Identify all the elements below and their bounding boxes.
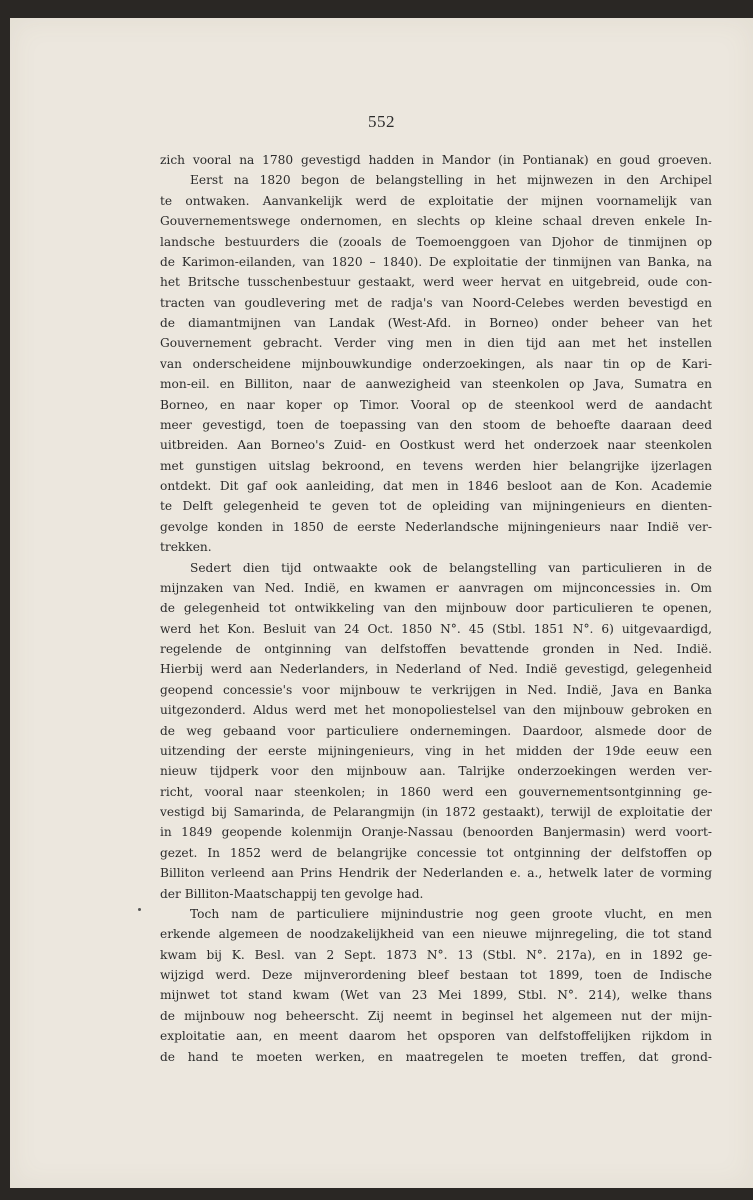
text-line: het Britsche tusschenbestuur gestaakt, werd weer hervat en uitgebreid, oude con- [160,275,712,290]
text-line: kwam bij K. Besl. van 2 Sept. 1873 N°. 13 (Stbl. N°. 217a), en in 1892 ge- [160,947,712,962]
text-line: in 1849 geopende kolenmijn Oranje-Nassau (benoorden Banjermasin) werd voort- [160,825,712,840]
text-line: de mijnbouw nog beheerscht. Zij neemt in beginsel het algemeen nut der mijn- [160,1008,712,1023]
text-line: Toch nam de particuliere mijnindustrie nog geen groote vlucht, en men [190,906,712,921]
text-line: ontdekt. Dit gaf ook aanleiding, dat men in 1846 besloot aan de Kon. Academie [160,479,712,493]
text-line: werd het Kon. Besluit van 24 Oct. 1850 N°. 45 (Stbl. 1851 N°. 6) uitgevaardigd, [160,621,712,636]
page-number: 552 [368,112,395,131]
text-line: regelende de ontginning van delfstoffen bevattende gronden in Ned. Indië. [160,642,712,656]
text-line: richt, vooral naar steenkolen; in 1860 werd een gouvernementsontginning ge- [160,784,712,799]
text-line: mijnzaken van Ned. Indië, en kwamen er aanvragen om mijnconcessies in. Om [160,580,712,595]
text-line: meer gevestigd, toen de toepassing van den stoom de behoefte daaraan deed [160,417,712,432]
text-line: Eerst na 1820 begon de belangstelling in het mijnwezen in den Archipel [190,173,712,188]
text-line: de gelegenheid tot ontwikkeling van den mijnbouw door particulieren te openen, [160,601,712,616]
text-line: exploitatie aan, en meent daarom het opsporen van delfstoffelijken rijkdom in [160,1029,712,1044]
text-line: erkende algemeen de noodzakelijkheid van een nieuwe mijnregeling, die tot stand [160,927,712,942]
text-line: mon-eil. en Billiton, naar de aanwezigheid van steenkolen op Java, Sumatra en [160,377,712,392]
text-line: met gunstigen uitslag bekroond, en tevens werden hier belangrijke ijzerlagen [160,458,712,473]
paper-speck [138,908,141,911]
text-line: geopend concessie's voor mijnbouw te verkrijgen in Ned. Indië, Java en Banka [160,682,712,697]
text-line: landsche bestuurders die (zooals de Toemoenggoen van Djohor de tinmijnen op [160,234,712,249]
text-line: trekken. [160,540,212,555]
text-line: van onderscheidene mijnbouwkundige onderzoekingen, als naar tin op de Kari- [160,356,712,371]
text-line: Borneo, en naar koper op Timor. Vooral op de steenkool werd de aandacht [160,397,712,412]
text-line: Hierbij werd aan Nederlanders, in Nederland of Ned. Indië gevestigd, gelegenheid [160,662,712,677]
text-line: Gouvernementswege ondernomen, en slechts op kleine schaal dreven enkele In- [160,214,712,229]
text-line: vestigd bij Samarinda, de Pelarangmijn (in 1872 gestaakt), terwijl de exploitatie der [160,805,712,819]
text-line: der Billiton-Maatschappij ten gevolge had. [160,886,424,901]
text-line: Gouvernement gebracht. Verder ving men in dien tijd aan met het instellen [160,336,712,351]
text-line: gezet. In 1852 werd de belangrijke concessie tot ontginning der delfstoffen op [160,845,712,860]
text-line: uitzending der eerste mijningenieurs, ving in het midden der 19de eeuw een [160,743,712,758]
text-line: gevolge konden in 1850 de eerste Nederlandsche mijningenieurs naar Indië ver- [160,519,712,534]
text-line: te Delft gelegenheid te geven tot de opleiding van mijningenieurs en dienten- [160,499,712,514]
body-text [160,150,712,1067]
text-line: zich vooral na 1780 gevestigd hadden in Mandor (in Pontianak) en goud groeven. [160,153,712,167]
text-line: mijnwet tot stand kwam (Wet van 23 Mei 1899, Stbl. N°. 214), welke thans [160,988,712,1003]
text-line: wijzigd werd. Deze mijnverordening bleef bestaan tot 1899, toen de Indische [160,968,712,982]
book-page [10,18,753,1188]
text-line: Sedert dien tijd ontwaakte ook de belangstelling van particulieren in de [190,560,712,575]
text-line: de hand te moeten werken, en maatregelen te moeten treffen, dat grond- [160,1049,712,1064]
text-line: tracten van goudlevering met de radja's van Noord-Celebes werden bevestigd en [160,295,712,310]
text-line: Billiton verleend aan Prins Hendrik der Nederlanden e. a., hetwelk later de vorming [160,866,712,881]
text-line: de weg gebaand voor particuliere ondernemingen. Daardoor, alsmede door de [160,723,712,738]
text-line: uitgezonderd. Aldus werd met het monopoliestelsel van den mijnbouw gebroken en [160,703,712,718]
text-line: de Karimon-eilanden, van 1820 – 1840). De exploitatie der tinmijnen van Banka, na [160,254,712,269]
text-line: de diamantmijnen van Landak (West-Afd. in Borneo) onder beheer van het [160,316,712,330]
text-line: te ontwaken. Aanvankelijk werd de exploitatie der mijnen voornamelijk van [160,193,712,208]
text-line: nieuw tijdperk voor den mijnbouw aan. Talrijke onderzoekingen werden ver- [160,764,712,779]
text-line: uitbreiden. Aan Borneo's Zuid- en Oostkust werd het onderzoek naar steenkolen [160,438,712,453]
